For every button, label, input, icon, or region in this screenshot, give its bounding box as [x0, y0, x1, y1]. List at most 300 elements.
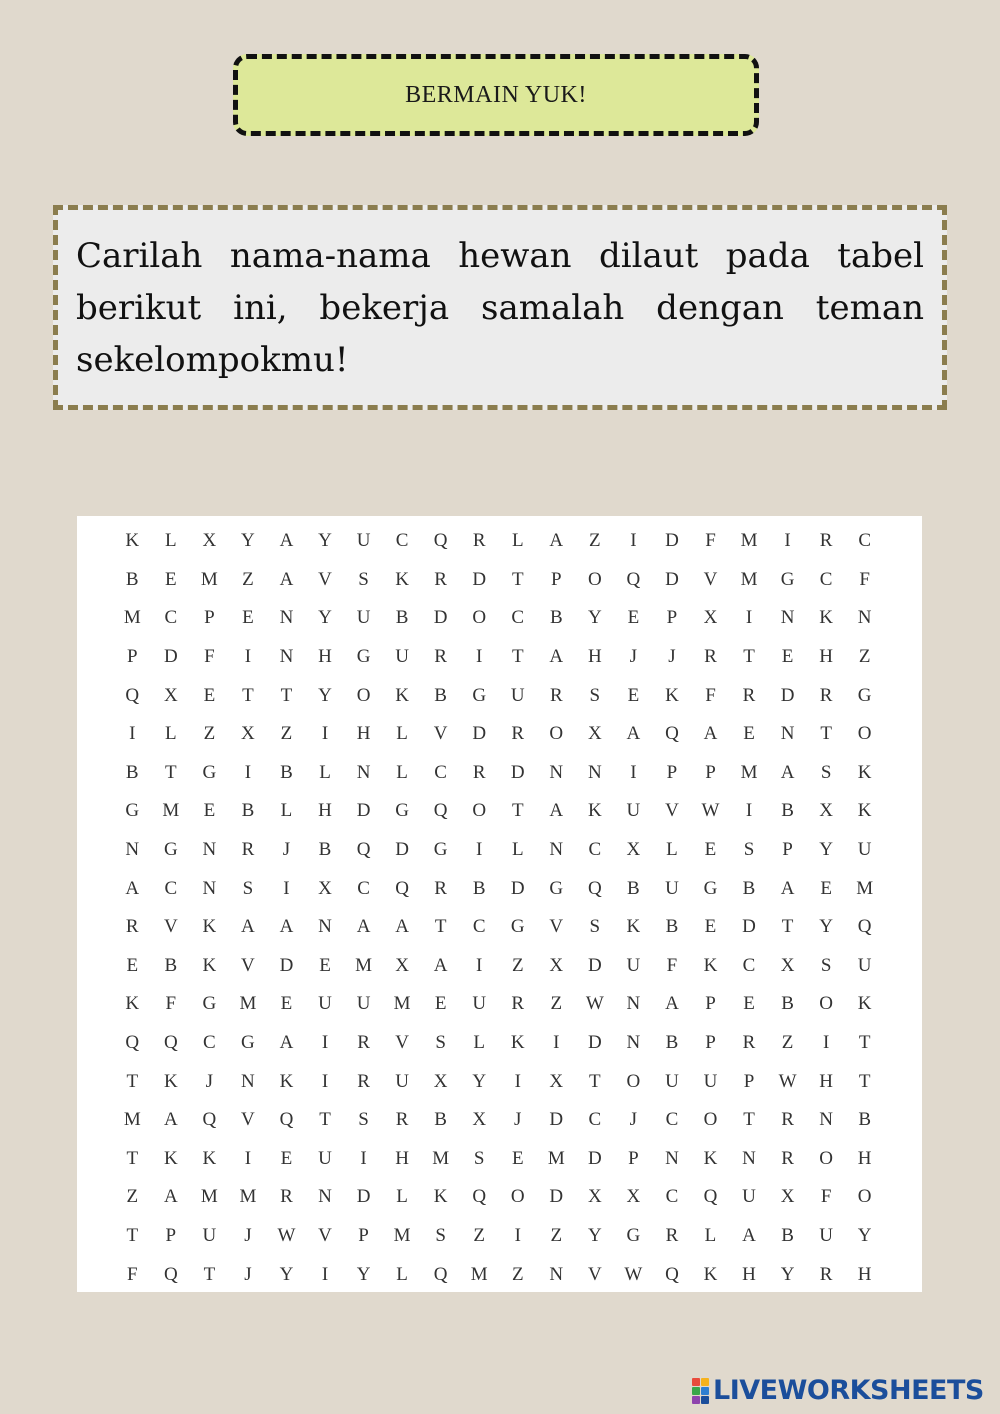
grid-cell[interactable]: J — [668, 646, 676, 668]
grid-cell[interactable]: U — [703, 1070, 718, 1092]
grid-cell[interactable]: T — [781, 916, 794, 938]
grid-cell[interactable]: V — [433, 723, 448, 745]
grid-cell[interactable]: B — [280, 761, 293, 783]
grid-cell[interactable]: D — [472, 568, 487, 590]
grid-cell[interactable]: U — [819, 1224, 833, 1246]
grid-cell[interactable]: X — [433, 1070, 448, 1092]
grid-cell[interactable]: N — [587, 761, 602, 783]
grid-cell[interactable]: R — [434, 877, 447, 899]
grid-cell[interactable]: E — [743, 993, 755, 1015]
grid-cell[interactable]: B — [781, 800, 794, 822]
grid-cell[interactable]: M — [200, 568, 218, 590]
grid-cell[interactable]: R — [549, 684, 563, 706]
grid-cell[interactable]: A — [279, 568, 294, 590]
grid-cell[interactable]: G — [125, 800, 140, 822]
grid-cell[interactable]: Q — [433, 800, 448, 822]
grid-cell[interactable]: M — [162, 800, 180, 822]
grid-cell[interactable]: U — [472, 993, 487, 1015]
grid-cell[interactable]: H — [857, 1147, 872, 1169]
grid-cell[interactable]: C — [434, 761, 447, 783]
grid-cell[interactable]: A — [549, 530, 564, 552]
grid-cell[interactable]: S — [473, 1147, 485, 1169]
grid-cell[interactable]: P — [666, 761, 678, 783]
grid-cell[interactable]: O — [587, 568, 602, 590]
grid-cell[interactable]: N — [626, 1032, 641, 1054]
grid-cell[interactable]: E — [820, 877, 832, 899]
grid-cell[interactable]: U — [356, 530, 371, 552]
grid-cell[interactable]: K — [857, 993, 872, 1015]
grid-cell[interactable]: R — [781, 1147, 794, 1169]
grid-cell[interactable]: K — [163, 1070, 178, 1092]
grid-cell[interactable]: G — [472, 684, 487, 706]
grid-cell[interactable]: Q — [125, 684, 140, 706]
grid-cell[interactable]: L — [165, 530, 177, 552]
grid-cell[interactable]: M — [740, 530, 758, 552]
grid-cell[interactable]: D — [279, 954, 294, 976]
grid-cell[interactable]: H — [318, 800, 332, 822]
grid-cell[interactable]: A — [279, 916, 294, 938]
grid-cell[interactable]: L — [473, 1032, 485, 1054]
grid-cell[interactable]: K — [163, 1147, 178, 1169]
grid-cell[interactable]: K — [395, 684, 409, 706]
grid-cell[interactable]: S — [358, 568, 369, 590]
grid-cell[interactable]: N — [318, 1186, 332, 1208]
grid-cell[interactable]: E — [627, 607, 640, 629]
grid-cell[interactable]: V — [587, 1263, 602, 1285]
grid-cell[interactable]: F — [705, 530, 716, 552]
grid-cell[interactable]: A — [395, 916, 409, 938]
grid-cell[interactable]: R — [241, 839, 255, 861]
grid-cell[interactable]: P — [165, 1224, 177, 1246]
grid-cell[interactable]: S — [589, 916, 601, 938]
grid-cell[interactable]: Y — [857, 1224, 872, 1246]
grid-cell[interactable]: J — [629, 1109, 638, 1131]
grid-cell[interactable]: O — [857, 723, 872, 745]
grid-cell[interactable]: I — [630, 530, 637, 552]
grid-cell[interactable]: B — [472, 877, 486, 899]
grid-cell[interactable]: O — [549, 723, 564, 745]
grid-cell[interactable]: J — [282, 839, 291, 861]
grid-cell[interactable]: T — [319, 1109, 331, 1131]
grid-cell[interactable]: X — [587, 723, 602, 745]
grid-cell[interactable]: I — [244, 1147, 252, 1169]
grid-cell[interactable]: O — [857, 1186, 872, 1208]
grid-cell[interactable]: N — [819, 1109, 833, 1131]
grid-cell[interactable]: G — [549, 877, 564, 899]
grid-cell[interactable]: B — [164, 954, 178, 976]
grid-cell[interactable]: K — [202, 916, 217, 938]
grid-cell[interactable]: O — [819, 1147, 833, 1169]
grid-cell[interactable]: A — [665, 993, 679, 1015]
grid-cell[interactable]: X — [703, 607, 718, 629]
grid-cell[interactable]: K — [125, 530, 140, 552]
grid-cell[interactable]: N — [318, 916, 332, 938]
grid-cell[interactable]: Z — [550, 993, 563, 1015]
grid-cell[interactable]: I — [822, 1032, 830, 1054]
grid-cell[interactable]: A — [549, 646, 564, 668]
grid-cell[interactable]: Z — [511, 1263, 524, 1285]
grid-cell[interactable]: G — [433, 839, 448, 861]
grid-cell[interactable]: A — [163, 1109, 178, 1131]
grid-cell[interactable]: B — [434, 684, 447, 706]
grid-cell[interactable]: G — [241, 1032, 255, 1054]
grid-cell[interactable]: E — [280, 1147, 293, 1169]
grid-cell[interactable]: V — [703, 568, 718, 590]
grid-cell[interactable]: L — [511, 839, 524, 861]
grid-cell[interactable]: U — [318, 1147, 332, 1169]
grid-cell[interactable]: Q — [857, 916, 872, 938]
grid-cell[interactable]: N — [549, 839, 564, 861]
grid-cell[interactable]: C — [203, 1032, 216, 1054]
grid-cell[interactable]: H — [395, 1147, 409, 1169]
grid-cell[interactable]: K — [202, 1147, 217, 1169]
grid-cell[interactable]: T — [589, 1070, 601, 1092]
grid-cell[interactable]: G — [510, 916, 525, 938]
grid-cell[interactable]: N — [356, 761, 371, 783]
grid-cell[interactable]: S — [242, 877, 254, 899]
grid-cell[interactable]: Y — [356, 1263, 371, 1285]
grid-cell[interactable]: E — [280, 993, 293, 1015]
grid-cell[interactable]: L — [396, 1263, 408, 1285]
grid-cell[interactable]: I — [553, 1032, 560, 1054]
grid-cell[interactable]: Q — [202, 1109, 217, 1131]
grid-cell[interactable]: B — [627, 877, 640, 899]
grid-cell[interactable]: C — [742, 954, 756, 976]
grid-cell[interactable]: C — [819, 568, 833, 590]
grid-cell[interactable]: O — [472, 607, 487, 629]
grid-cell[interactable]: T — [511, 646, 524, 668]
grid-cell[interactable]: U — [857, 954, 872, 976]
grid-cell[interactable]: N — [241, 1070, 255, 1092]
grid-cell[interactable]: H — [587, 646, 602, 668]
grid-cell[interactable]: Z — [242, 568, 254, 590]
grid-cell[interactable]: T — [511, 800, 524, 822]
grid-cell[interactable]: T — [126, 1070, 139, 1092]
grid-cell[interactable]: X — [626, 839, 641, 861]
grid-cell[interactable]: K — [587, 800, 602, 822]
grid-cell[interactable]: F — [820, 1186, 832, 1208]
grid-cell[interactable]: I — [244, 761, 252, 783]
grid-cell[interactable]: Q — [665, 723, 679, 745]
grid-cell[interactable]: R — [511, 723, 525, 745]
grid-cell[interactable]: R — [357, 1070, 370, 1092]
grid-cell[interactable]: E — [242, 607, 254, 629]
grid-cell[interactable]: I — [745, 607, 753, 629]
grid-cell[interactable]: K — [703, 1263, 718, 1285]
grid-cell[interactable]: B — [549, 607, 563, 629]
grid-cell[interactable]: N — [125, 839, 140, 861]
grid-cell[interactable]: P — [204, 607, 215, 629]
grid-cell[interactable]: Q — [356, 839, 371, 861]
grid-cell[interactable]: B — [665, 916, 679, 938]
grid-cell[interactable]: M — [432, 1147, 450, 1169]
grid-cell[interactable]: P — [705, 1032, 716, 1054]
grid-cell[interactable]: X — [472, 1109, 487, 1131]
grid-cell[interactable]: C — [588, 839, 602, 861]
grid-cell[interactable]: O — [510, 1186, 525, 1208]
grid-cell[interactable]: E — [704, 839, 717, 861]
grid-cell[interactable]: F — [666, 954, 678, 976]
grid-cell[interactable]: S — [820, 954, 832, 976]
grid-cell[interactable]: T — [820, 723, 832, 745]
grid-cell[interactable]: R — [434, 646, 447, 668]
grid-cell[interactable]: G — [163, 839, 178, 861]
grid-cell[interactable]: K — [703, 954, 718, 976]
grid-cell[interactable]: G — [780, 568, 795, 590]
grid-cell[interactable]: Z — [781, 1032, 794, 1054]
grid-cell[interactable]: N — [279, 646, 294, 668]
grid-cell[interactable]: F — [165, 993, 177, 1015]
grid-cell[interactable]: Q — [626, 568, 641, 590]
grid-cell[interactable]: U — [510, 684, 525, 706]
grid-cell[interactable]: I — [321, 1032, 329, 1054]
grid-cell[interactable]: Q — [665, 1263, 679, 1285]
grid-cell[interactable]: V — [163, 916, 178, 938]
grid-cell[interactable]: V — [665, 800, 679, 822]
grid-cell[interactable]: O — [356, 684, 371, 706]
grid-cell[interactable]: K — [626, 916, 641, 938]
grid-cell[interactable]: G — [202, 993, 217, 1015]
grid-cell[interactable]: T — [511, 568, 524, 590]
grid-cell[interactable]: Y — [318, 607, 332, 629]
grid-cell[interactable]: R — [472, 761, 486, 783]
grid-cell[interactable]: U — [395, 646, 409, 668]
grid-cell[interactable]: K — [857, 761, 872, 783]
grid-cell[interactable]: X — [202, 530, 217, 552]
grid-cell[interactable]: B — [318, 839, 332, 861]
grid-cell[interactable]: M — [740, 761, 758, 783]
grid-cell[interactable]: L — [666, 839, 678, 861]
grid-cell[interactable]: M — [123, 1109, 141, 1131]
grid-cell[interactable]: F — [126, 1263, 138, 1285]
grid-cell[interactable]: T — [165, 761, 177, 783]
grid-cell[interactable]: P — [782, 839, 793, 861]
grid-cell[interactable]: K — [665, 684, 679, 706]
grid-cell[interactable]: L — [511, 530, 524, 552]
grid-cell[interactable]: M — [123, 607, 141, 629]
grid-cell[interactable]: I — [514, 1224, 521, 1246]
grid-cell[interactable]: D — [510, 877, 525, 899]
grid-cell[interactable]: I — [360, 1147, 367, 1169]
grid-cell[interactable]: S — [435, 1224, 446, 1246]
grid-cell[interactable]: C — [588, 1109, 602, 1131]
grid-cell[interactable]: E — [319, 954, 331, 976]
grid-cell[interactable]: Q — [125, 1032, 140, 1054]
grid-cell[interactable]: T — [858, 1032, 871, 1054]
grid-cell[interactable]: K — [433, 1186, 448, 1208]
grid-cell[interactable]: S — [435, 1032, 446, 1054]
grid-cell[interactable]: Y — [780, 1263, 795, 1285]
grid-cell[interactable]: P — [126, 646, 138, 668]
grid-cell[interactable]: M — [470, 1263, 488, 1285]
grid-cell[interactable]: J — [244, 1263, 252, 1285]
grid-cell[interactable]: S — [743, 839, 755, 861]
grid-cell[interactable]: A — [125, 877, 140, 899]
grid-cell[interactable]: T — [126, 1147, 139, 1169]
grid-cell[interactable]: K — [510, 1032, 525, 1054]
grid-cell[interactable]: P — [628, 1147, 639, 1169]
grid-cell[interactable]: A — [626, 723, 641, 745]
grid-cell[interactable]: R — [781, 1109, 794, 1131]
grid-cell[interactable]: N — [202, 877, 217, 899]
grid-cell[interactable]: Y — [819, 916, 833, 938]
grid-cell[interactable]: M — [740, 568, 758, 590]
grid-cell[interactable]: M — [239, 993, 257, 1015]
grid-cell[interactable]: A — [549, 800, 564, 822]
grid-cell[interactable]: P — [358, 1224, 369, 1246]
grid-cell[interactable]: A — [780, 761, 795, 783]
grid-cell[interactable]: I — [321, 1070, 329, 1092]
grid-cell[interactable]: B — [665, 1032, 679, 1054]
grid-cell[interactable]: X — [780, 1186, 795, 1208]
grid-cell[interactable]: E — [203, 684, 216, 706]
grid-cell[interactable]: H — [742, 1263, 756, 1285]
grid-cell[interactable]: I — [784, 530, 791, 552]
grid-cell[interactable]: R — [819, 684, 833, 706]
grid-cell[interactable]: Z — [858, 646, 871, 668]
grid-cell[interactable]: N — [202, 839, 217, 861]
grid-cell[interactable]: R — [819, 1263, 833, 1285]
grid-cell[interactable]: I — [630, 761, 637, 783]
grid-cell[interactable]: A — [433, 954, 448, 976]
grid-cell[interactable]: R — [472, 530, 486, 552]
grid-cell[interactable]: L — [396, 761, 408, 783]
grid-cell[interactable]: E — [704, 916, 717, 938]
grid-cell[interactable]: P — [705, 993, 716, 1015]
grid-cell[interactable]: L — [280, 800, 293, 822]
grid-cell[interactable]: D — [510, 761, 525, 783]
grid-cell[interactable]: G — [857, 684, 872, 706]
grid-cell[interactable]: E — [511, 1147, 524, 1169]
grid-cell[interactable]: K — [202, 954, 217, 976]
grid-cell[interactable]: R — [511, 993, 525, 1015]
grid-cell[interactable]: D — [587, 1147, 602, 1169]
grid-cell[interactable]: V — [318, 568, 332, 590]
grid-cell[interactable]: E — [434, 993, 447, 1015]
grid-cell[interactable]: W — [277, 1224, 296, 1246]
grid-cell[interactable]: E — [627, 684, 640, 706]
grid-cell[interactable]: C — [472, 916, 486, 938]
grid-cell[interactable]: J — [205, 1070, 214, 1092]
grid-cell[interactable]: L — [319, 761, 331, 783]
grid-cell[interactable]: U — [857, 839, 872, 861]
grid-cell[interactable]: P — [743, 1070, 755, 1092]
grid-cell[interactable]: N — [665, 1147, 679, 1169]
grid-cell[interactable]: X — [549, 1070, 564, 1092]
grid-cell[interactable]: U — [742, 1186, 756, 1208]
grid-cell[interactable]: T — [126, 1224, 139, 1246]
grid-cell[interactable]: B — [125, 761, 139, 783]
grid-cell[interactable]: C — [357, 877, 370, 899]
grid-cell[interactable]: N — [780, 607, 795, 629]
grid-cell[interactable]: Q — [587, 877, 602, 899]
grid-cell[interactable]: U — [665, 877, 679, 899]
grid-cell[interactable]: T — [280, 684, 293, 706]
grid-cell[interactable]: U — [395, 1070, 409, 1092]
grid-cell[interactable]: I — [321, 723, 329, 745]
grid-cell[interactable]: J — [514, 1109, 522, 1131]
grid-cell[interactable]: P — [705, 761, 716, 783]
grid-cell[interactable]: X — [549, 954, 564, 976]
grid-cell[interactable]: Y — [819, 839, 833, 861]
grid-cell[interactable]: X — [587, 1186, 602, 1208]
grid-cell[interactable]: P — [551, 568, 562, 590]
grid-cell[interactable]: R — [665, 1224, 679, 1246]
grid-cell[interactable]: O — [626, 1070, 641, 1092]
grid-cell[interactable]: Q — [163, 1263, 178, 1285]
grid-cell[interactable]: M — [393, 993, 411, 1015]
grid-cell[interactable]: Y — [279, 1263, 294, 1285]
grid-cell[interactable]: L — [704, 1224, 717, 1246]
grid-cell[interactable]: N — [857, 607, 872, 629]
grid-cell[interactable]: M — [856, 877, 874, 899]
grid-cell[interactable]: R — [819, 530, 833, 552]
grid-cell[interactable]: C — [395, 530, 409, 552]
grid-cell[interactable]: D — [587, 954, 602, 976]
grid-cell[interactable]: Y — [472, 1070, 487, 1092]
grid-cell[interactable]: C — [665, 1186, 679, 1208]
grid-cell[interactable]: E — [126, 954, 139, 976]
grid-cell[interactable]: X — [819, 800, 833, 822]
grid-cell[interactable]: R — [357, 1032, 370, 1054]
grid-cell[interactable]: J — [244, 1224, 252, 1246]
grid-cell[interactable]: I — [745, 800, 753, 822]
grid-cell[interactable]: U — [626, 954, 641, 976]
grid-cell[interactable]: K — [125, 993, 140, 1015]
grid-cell[interactable]: C — [164, 877, 178, 899]
grid-cell[interactable]: I — [514, 1070, 521, 1092]
grid-cell[interactable]: D — [472, 723, 487, 745]
grid-cell[interactable]: X — [780, 954, 795, 976]
grid-cell[interactable]: M — [239, 1186, 257, 1208]
grid-cell[interactable]: V — [549, 916, 564, 938]
grid-cell[interactable]: A — [279, 530, 294, 552]
grid-cell[interactable]: X — [241, 723, 255, 745]
grid-cell[interactable]: X — [163, 684, 178, 706]
grid-cell[interactable]: K — [703, 1147, 718, 1169]
grid-cell[interactable]: D — [549, 1109, 564, 1131]
grid-cell[interactable]: E — [743, 723, 755, 745]
grid-cell[interactable]: K — [395, 568, 409, 590]
grid-cell[interactable]: W — [778, 1070, 797, 1092]
grid-cell[interactable]: B — [125, 568, 139, 590]
grid-cell[interactable]: M — [355, 954, 372, 976]
grid-cell[interactable]: T — [743, 646, 755, 668]
grid-cell[interactable]: M — [393, 1224, 411, 1246]
grid-cell[interactable]: O — [703, 1109, 718, 1131]
grid-cell[interactable]: K — [279, 1070, 294, 1092]
grid-cell[interactable]: W — [701, 800, 720, 822]
grid-cell[interactable]: L — [165, 723, 177, 745]
grid-cell[interactable]: L — [396, 1186, 408, 1208]
grid-cell[interactable]: P — [666, 607, 678, 629]
grid-cell[interactable]: B — [742, 877, 756, 899]
grid-cell[interactable]: C — [511, 607, 525, 629]
grid-cell[interactable]: Y — [587, 607, 602, 629]
grid-cell[interactable]: G — [626, 1224, 641, 1246]
grid-cell[interactable]: F — [204, 646, 215, 668]
grid-cell[interactable]: O — [819, 993, 833, 1015]
grid-cell[interactable]: E — [165, 568, 177, 590]
grid-cell[interactable]: Q — [163, 1032, 178, 1054]
grid-cell[interactable]: Q — [433, 1263, 448, 1285]
grid-cell[interactable]: Q — [279, 1109, 294, 1131]
grid-cell[interactable]: Z — [203, 723, 216, 745]
grid-cell[interactable]: Y — [241, 530, 255, 552]
grid-cell[interactable]: B — [434, 1109, 447, 1131]
grid-cell[interactable]: I — [244, 646, 252, 668]
grid-cell[interactable]: E — [781, 646, 794, 668]
